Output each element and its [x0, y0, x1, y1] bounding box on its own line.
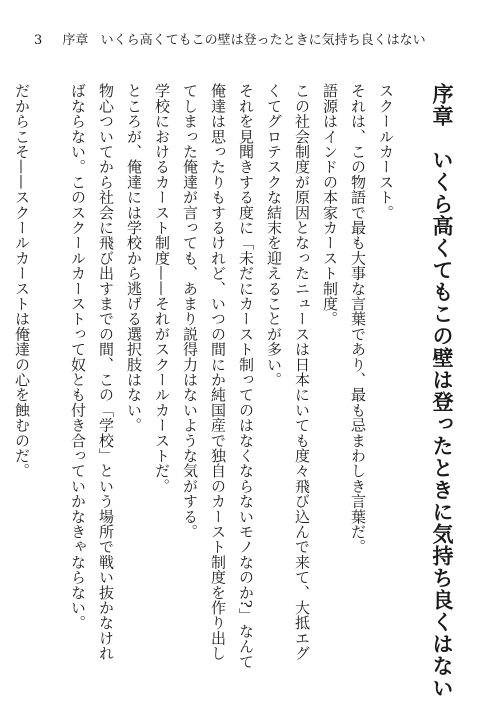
chapter-title: 序章 いくら高くてもこの壁は登ったときに気持ち良くはない	[430, 83, 454, 699]
page-number: 3	[34, 33, 43, 48]
running-header	[34, 34, 426, 47]
paragraph: それは、この物語で最も大事な言葉であり、最も忌まわしき言葉だ。	[349, 83, 367, 555]
paragraph: 物心ついてから社会に飛び出すまでの間、この「学校」という場所で戦い抜かなければならない。このスクールカーストって奴とも付き合っていかなきゃならない。	[69, 83, 115, 661]
paragraph: スクールカースト。	[377, 83, 395, 220]
body-text	[8, 83, 400, 673]
paragraph: 語源はインドの本家カースト制度。	[321, 83, 339, 327]
paragraph: この社会制度が原因となったニュースは日本にいても度々飛び込んで来て、大抵エグくてグロテスクな結末を迎えることが多い。	[265, 83, 311, 661]
paragraph: 学校におけるカースト制度——それがスクールカーストだ。	[153, 83, 171, 494]
blank-line	[36, 83, 64, 111]
paragraph: ところが、俺達には学校から逃げる選択肢はない。	[125, 83, 143, 433]
header-chapter: 序章	[62, 33, 89, 48]
paragraph: だからこそ——スクールカーストは俺達の心を蝕むのだ。	[13, 83, 31, 479]
paragraph: それを見聞きする度に「未だにカースト制ってのはなくならないモノなのか?」なんて俺達は思ったりもするけれど、いつの間にか純国産で独自のカースト制度を作り出してしまった俺達が言っても、あまり説得力はないような気がする。	[181, 83, 255, 669]
header-chapter-title: いくら高くてもこの壁は登ったときに気持ち良くはない	[100, 33, 426, 48]
